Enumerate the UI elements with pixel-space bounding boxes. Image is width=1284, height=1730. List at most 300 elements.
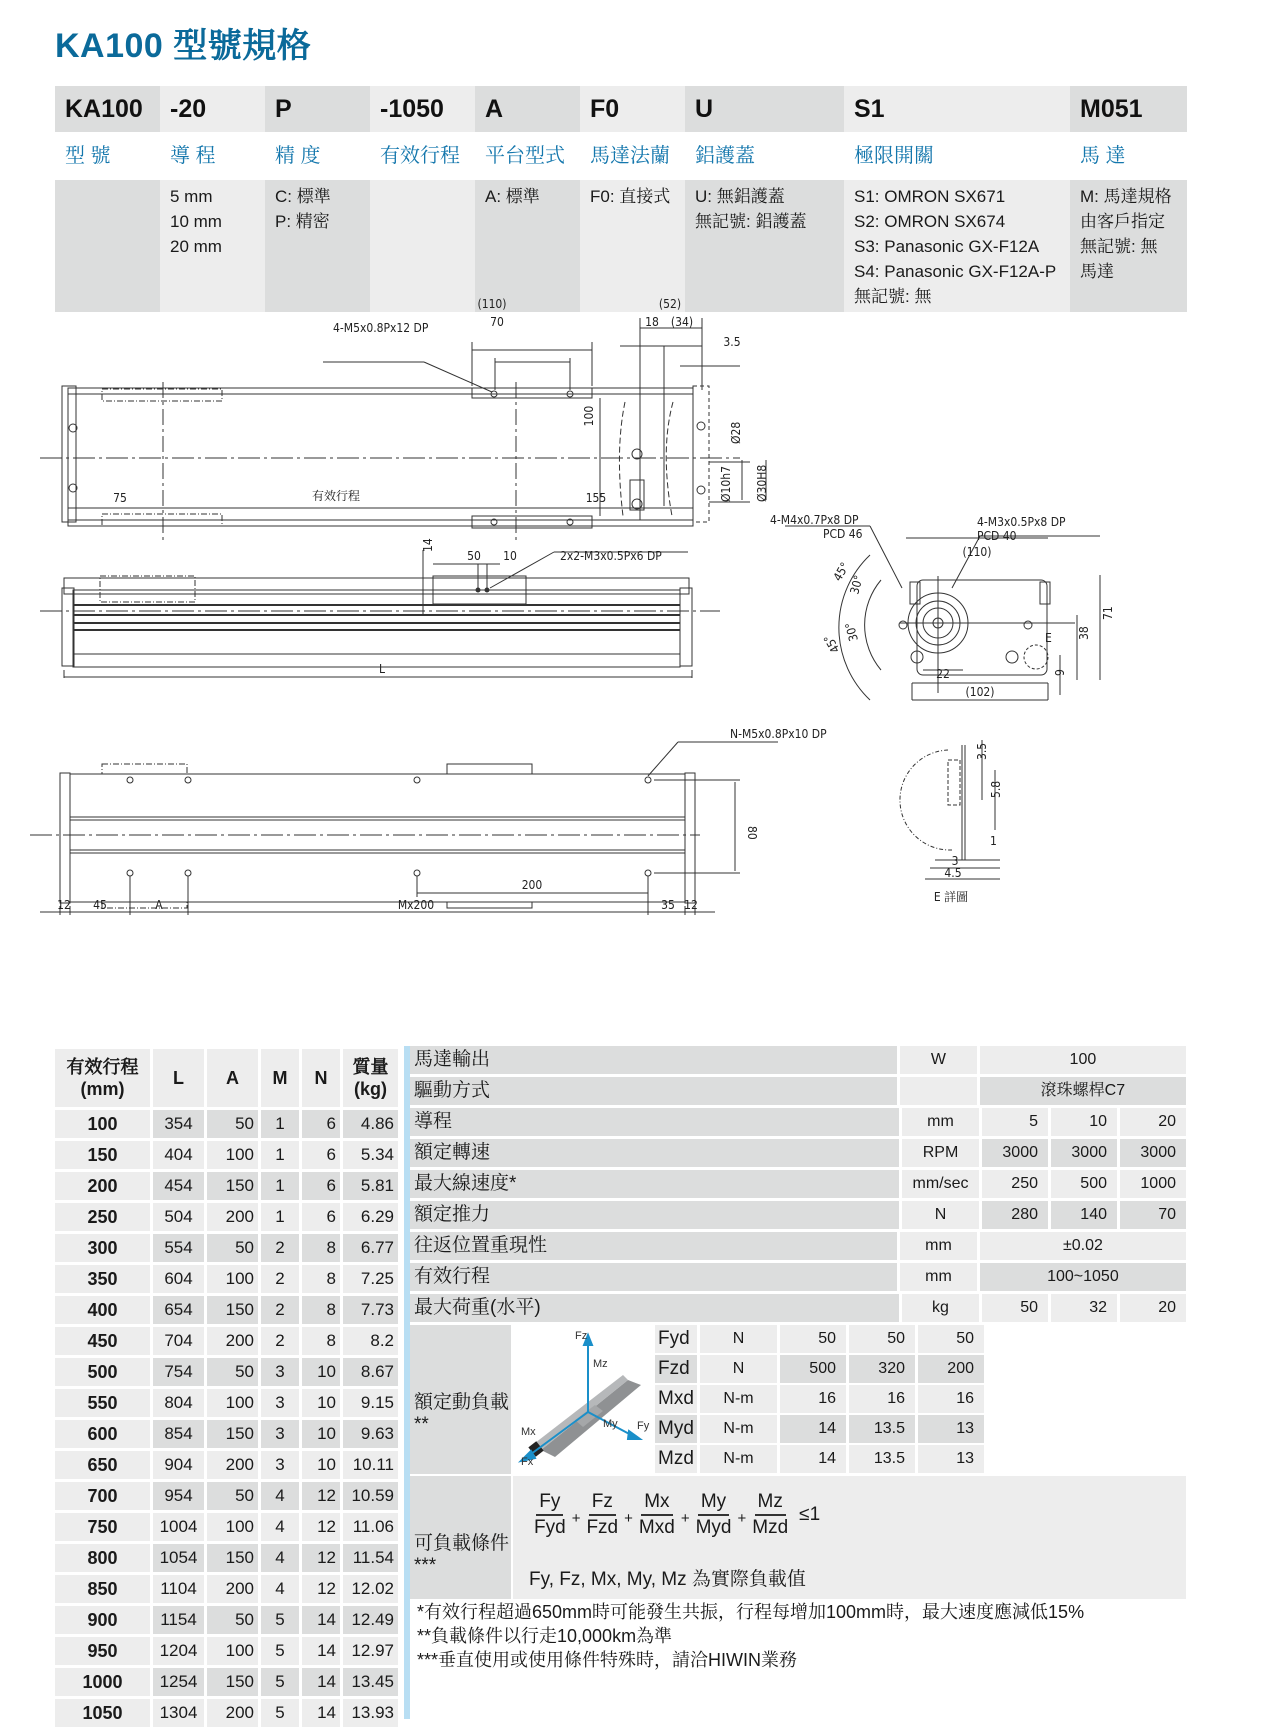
desc-model xyxy=(55,180,160,312)
cell-mass: 4.86 xyxy=(343,1110,398,1138)
cell-L: 654 xyxy=(153,1296,204,1324)
axis-my: My xyxy=(603,1418,618,1430)
load-condition-label: 可負載條件*** xyxy=(410,1476,511,1599)
table-row xyxy=(55,1544,398,1572)
desc-line: S3: Panasonic GX-F12A xyxy=(854,237,1040,256)
desc-table-type xyxy=(475,180,580,312)
cell-mass: 10.11 xyxy=(343,1451,398,1479)
spec-unit: mm xyxy=(900,1263,977,1291)
dim-top-10h7: Ø10h7 xyxy=(719,466,733,502)
cell-L: 804 xyxy=(153,1389,204,1417)
cell-stroke: 400 xyxy=(55,1296,150,1324)
dim-side-L: L xyxy=(378,662,386,676)
spec-row xyxy=(410,1139,1186,1167)
dynamic-load-value: 200 xyxy=(918,1355,984,1383)
cell-stroke: 900 xyxy=(55,1606,150,1634)
label-end-E: E xyxy=(1045,631,1052,645)
desc-stroke xyxy=(370,180,475,312)
spec-row xyxy=(410,1201,1186,1229)
code-model: KA100 xyxy=(55,86,160,132)
cell-stroke: 650 xyxy=(55,1451,150,1479)
spec-unit: W xyxy=(900,1046,977,1074)
table-row xyxy=(55,1358,398,1386)
note-end-right-1: 4-M3x0.5Px8 DP xyxy=(977,515,1066,529)
label-precision: 精 度 xyxy=(275,145,321,167)
axis-fy: Fy xyxy=(637,1420,650,1432)
header-N: N xyxy=(302,1049,340,1107)
cell-M: 5 xyxy=(261,1668,299,1696)
dim-top-110: (110) xyxy=(477,297,507,311)
desc-line: S2: OMRON SX674 xyxy=(854,212,1006,231)
table-row xyxy=(55,1203,398,1231)
desc-line: A: 標準 xyxy=(485,187,540,206)
cell-A: 100 xyxy=(207,1637,258,1665)
dim-end-71: 71 xyxy=(1101,606,1115,620)
desc-line: 由客戶指定 xyxy=(1080,212,1165,231)
dynamic-load-row xyxy=(655,1415,984,1443)
spec-unit: N xyxy=(902,1201,979,1229)
cell-A: 100 xyxy=(207,1513,258,1541)
spec-row xyxy=(410,1232,1186,1260)
header-mass-unit: (kg) xyxy=(354,1079,387,1099)
dynamic-load-value: 13 xyxy=(918,1415,984,1443)
cell-L: 1054 xyxy=(153,1544,204,1572)
dim-detail-1: 1 xyxy=(990,834,997,848)
cell-A: 200 xyxy=(207,1575,258,1603)
header-mass-label: 質量 xyxy=(352,1057,389,1077)
spec-value: 3000 xyxy=(982,1139,1048,1167)
cell-N: 8 xyxy=(302,1296,340,1324)
dynamic-load-value: 13.5 xyxy=(849,1415,915,1443)
spec-value: 280 xyxy=(982,1201,1048,1229)
cell-M: 2 xyxy=(261,1265,299,1293)
desc-line: C: 標準 xyxy=(275,187,331,206)
cell-M: 1 xyxy=(261,1141,299,1169)
dim-side-14: 14 xyxy=(421,538,435,552)
table-row xyxy=(55,1296,398,1324)
spec-value: 3000 xyxy=(1051,1139,1117,1167)
stroke-table-body xyxy=(55,1110,398,1727)
spec-name: 額定推力 xyxy=(410,1201,899,1229)
model-desc-row xyxy=(55,180,1187,312)
cell-M: 4 xyxy=(261,1575,299,1603)
dynamic-load-block xyxy=(410,1325,1186,1474)
table-row xyxy=(55,1265,398,1293)
cell-mass: 6.77 xyxy=(343,1234,398,1262)
cell-N: 12 xyxy=(302,1544,340,1572)
dim-end-22: 22 xyxy=(936,667,950,681)
cell-M: 1 xyxy=(261,1203,299,1231)
cell-N: 12 xyxy=(302,1575,340,1603)
plus-sign: + xyxy=(737,1509,747,1527)
cell-M: 3 xyxy=(261,1389,299,1417)
cell-mass: 10.59 xyxy=(343,1482,398,1510)
cell-N: 10 xyxy=(302,1358,340,1386)
cell-mass: 12.49 xyxy=(343,1606,398,1634)
cell-mass: 12.02 xyxy=(343,1575,398,1603)
cell-mass: 13.45 xyxy=(343,1668,398,1696)
header-L: L xyxy=(153,1049,204,1107)
dim-end-9: 9 xyxy=(1053,669,1067,676)
desc-precision xyxy=(265,180,370,312)
cell-N: 8 xyxy=(302,1327,340,1355)
cell-stroke: 800 xyxy=(55,1544,150,1572)
cell-M: 5 xyxy=(261,1637,299,1665)
cell-N: 8 xyxy=(302,1234,340,1262)
label-lead: 導 程 xyxy=(170,145,216,167)
cell-L: 1254 xyxy=(153,1668,204,1696)
code-lead: -20 xyxy=(160,86,265,132)
dim-end-30a: 30° xyxy=(847,573,866,596)
cell-stroke: 300 xyxy=(55,1234,150,1262)
note-end-left-2: PCD 46 xyxy=(823,527,863,541)
cell-A: 50 xyxy=(207,1358,258,1386)
cell-N: 6 xyxy=(302,1203,340,1231)
cell-stroke: 850 xyxy=(55,1575,150,1603)
dim-top-30h8: Ø30H8 xyxy=(755,464,769,502)
cell-mass: 9.63 xyxy=(343,1420,398,1448)
cell-N: 6 xyxy=(302,1172,340,1200)
dynamic-load-label: 額定動負載** xyxy=(410,1325,511,1474)
desc-lead xyxy=(160,180,265,312)
spec-row xyxy=(410,1046,1186,1074)
header-A: A xyxy=(207,1049,258,1107)
cell-M: 4 xyxy=(261,1513,299,1541)
cell-stroke: 1000 xyxy=(55,1668,150,1696)
desc-line: U: 無鋁護蓋 xyxy=(695,187,785,206)
dynamic-load-unit: N xyxy=(700,1325,777,1353)
spec-unit: kg xyxy=(902,1294,979,1322)
spec-unit xyxy=(900,1077,977,1105)
cell-M: 2 xyxy=(261,1296,299,1324)
cell-L: 904 xyxy=(153,1451,204,1479)
spec-value: 10 xyxy=(1051,1108,1117,1136)
dynamic-load-value: 50 xyxy=(780,1325,846,1353)
spec-value: 1000 xyxy=(1120,1170,1186,1198)
cell-N: 6 xyxy=(302,1110,340,1138)
plus-sign: + xyxy=(571,1509,581,1527)
cell-A: 200 xyxy=(207,1327,258,1355)
dynamic-load-value: 50 xyxy=(918,1325,984,1353)
dim-bottom-A: A xyxy=(155,898,163,912)
code-flange: F0 xyxy=(580,86,685,132)
cell-mass: 7.73 xyxy=(343,1296,398,1324)
header-stroke-unit: (mm) xyxy=(80,1079,125,1099)
model-label-row xyxy=(55,132,1187,180)
dynamic-load-value: 13 xyxy=(918,1445,984,1473)
axis-mz: Mz xyxy=(593,1358,608,1370)
cell-mass: 9.15 xyxy=(343,1389,398,1417)
load-formula xyxy=(529,1490,820,1540)
fraction-numerator: Fz xyxy=(589,1490,616,1516)
cell-L: 1304 xyxy=(153,1699,204,1727)
cell-M: 2 xyxy=(261,1327,299,1355)
dim-top-75: 75 xyxy=(113,491,127,505)
cell-N: 6 xyxy=(302,1141,340,1169)
axis-mx: Mx xyxy=(521,1426,536,1438)
table-row xyxy=(55,1110,398,1138)
cell-L: 954 xyxy=(153,1482,204,1510)
cell-A: 100 xyxy=(207,1141,258,1169)
spec-value: 500 xyxy=(1051,1170,1117,1198)
footnote: ***垂直使用或使用條件特殊時，請洽HIWIN業務 xyxy=(417,1650,798,1670)
plus-sign: + xyxy=(624,1509,633,1527)
cell-N: 10 xyxy=(302,1420,340,1448)
cell-M: 1 xyxy=(261,1110,299,1138)
cell-N: 10 xyxy=(302,1389,340,1417)
dynamic-load-unit: N-m xyxy=(700,1385,777,1413)
cell-L: 354 xyxy=(153,1110,204,1138)
cell-N: 8 xyxy=(302,1265,340,1293)
table-row xyxy=(55,1513,398,1541)
dim-end-38: 38 xyxy=(1077,626,1091,640)
cell-mass: 12.97 xyxy=(343,1637,398,1665)
desc-line: 10 mm xyxy=(170,212,222,231)
cell-L: 454 xyxy=(153,1172,204,1200)
dynamic-load-unit: N xyxy=(700,1355,777,1383)
cell-L: 604 xyxy=(153,1265,204,1293)
formula-fraction xyxy=(636,1490,678,1540)
dim-end-45b: 45° xyxy=(820,631,843,656)
table-row xyxy=(55,1420,398,1448)
table-row xyxy=(55,1606,398,1634)
note-side-holes: 2x2-M3x0.5Px6 DP xyxy=(560,549,662,563)
cell-A: 50 xyxy=(207,1234,258,1262)
table-row xyxy=(55,1668,398,1696)
dynamic-load-value: 16 xyxy=(918,1385,984,1413)
dim-top-stroke: 有效行程 xyxy=(311,489,361,503)
cell-L: 1154 xyxy=(153,1606,204,1634)
cell-mass: 8.67 xyxy=(343,1358,398,1386)
desc-line: 無記號: 無 xyxy=(854,287,932,306)
dim-top-3-5: 3.5 xyxy=(723,335,741,349)
dim-end-45a: 45° xyxy=(830,559,853,584)
axis-fz: Fz xyxy=(575,1330,588,1342)
cell-A: 200 xyxy=(207,1203,258,1231)
label-switch: 極限開關 xyxy=(854,145,934,167)
code-switch: S1 xyxy=(844,86,1070,132)
cell-mass: 8.2 xyxy=(343,1327,398,1355)
cell-A: 150 xyxy=(207,1544,258,1572)
spec-name: 馬達輸出 xyxy=(410,1046,897,1074)
dynamic-load-name: Fyd xyxy=(655,1325,697,1353)
code-table-type: A xyxy=(475,86,580,132)
dim-bottom-45: 45 xyxy=(93,898,107,912)
table-row xyxy=(55,1637,398,1665)
cell-stroke: 1050 xyxy=(55,1699,150,1727)
dynamic-load-value: 14 xyxy=(780,1415,846,1443)
header-stroke-label: 有效行程 xyxy=(66,1057,139,1077)
cell-stroke: 750 xyxy=(55,1513,150,1541)
cell-stroke: 250 xyxy=(55,1203,150,1231)
cell-stroke: 100 xyxy=(55,1110,150,1138)
cell-L: 854 xyxy=(153,1420,204,1448)
cell-M: 4 xyxy=(261,1482,299,1510)
spec-value: 140 xyxy=(1051,1201,1117,1229)
cell-stroke: 200 xyxy=(55,1172,150,1200)
dynamic-load-row xyxy=(655,1355,984,1383)
spec-value: ±0.02 xyxy=(980,1232,1186,1260)
cell-stroke: 950 xyxy=(55,1637,150,1665)
spec-row xyxy=(410,1108,1186,1136)
dim-bottom-12a: 12 xyxy=(57,898,71,912)
cell-stroke: 550 xyxy=(55,1389,150,1417)
dim-side-50: 50 xyxy=(467,549,481,563)
dynamic-load-row xyxy=(655,1445,984,1473)
desc-flange xyxy=(580,180,685,312)
cell-N: 14 xyxy=(302,1668,340,1696)
cell-N: 14 xyxy=(302,1699,340,1727)
spec-value: 滾珠螺桿C7 xyxy=(980,1077,1186,1105)
table-row xyxy=(55,1451,398,1479)
detail-e-caption: E 詳圖 xyxy=(933,890,969,904)
header-stroke xyxy=(55,1049,150,1107)
table-row xyxy=(55,1482,398,1510)
axis-fx: Fx xyxy=(521,1456,534,1468)
stroke-table-header xyxy=(55,1049,398,1107)
cell-mass: 5.34 xyxy=(343,1141,398,1169)
spec-name: 額定轉速 xyxy=(410,1139,899,1167)
dim-bottom-200: 200 xyxy=(521,878,543,892)
fraction-numerator: Mx xyxy=(641,1490,672,1516)
dim-top-100: 100 xyxy=(582,405,596,427)
cell-N: 14 xyxy=(302,1606,340,1634)
cell-L: 554 xyxy=(153,1234,204,1262)
spec-name: 驅動方式 xyxy=(410,1077,897,1105)
table-row xyxy=(55,1575,398,1603)
spec-value: 3000 xyxy=(1120,1139,1186,1167)
dim-top-155: 155 xyxy=(585,491,607,505)
formula-fraction xyxy=(583,1490,621,1540)
cell-stroke: 600 xyxy=(55,1420,150,1448)
cell-L: 504 xyxy=(153,1203,204,1231)
cell-M: 3 xyxy=(261,1420,299,1448)
desc-line: 5 mm xyxy=(170,187,213,206)
dynamic-load-unit: N-m xyxy=(700,1415,777,1443)
cell-M: 4 xyxy=(261,1544,299,1572)
footnote: *有效行程超過650mm時可能發生共振，行程每增加100mm時，最大速度應減低15% xyxy=(417,1602,1085,1622)
code-cover: U xyxy=(685,86,844,132)
label-table-type: 平台型式 xyxy=(485,145,565,167)
label-stroke: 有效行程 xyxy=(380,145,460,167)
dim-end-102: (102) xyxy=(965,685,995,699)
cell-N: 14 xyxy=(302,1637,340,1665)
dynamic-load-value: 16 xyxy=(849,1385,915,1413)
spec-row xyxy=(410,1170,1186,1198)
fraction-denominator: Myd xyxy=(695,1517,732,1538)
dynamic-load-name: Fzd xyxy=(655,1355,697,1383)
cell-A: 100 xyxy=(207,1265,258,1293)
fraction-denominator: Fzd xyxy=(586,1517,619,1538)
cell-A: 200 xyxy=(207,1699,258,1727)
dynamic-load-row xyxy=(655,1385,984,1413)
model-code-row xyxy=(55,86,1187,132)
cell-N: 10 xyxy=(302,1451,340,1479)
table-row xyxy=(55,1699,398,1727)
spec-value: 5 xyxy=(982,1108,1048,1136)
desc-line: S1: OMRON SX671 xyxy=(854,187,1006,206)
cell-A: 100 xyxy=(207,1389,258,1417)
plus-sign: + xyxy=(680,1509,690,1527)
cell-A: 50 xyxy=(207,1482,258,1510)
cell-stroke: 150 xyxy=(55,1141,150,1169)
cell-mass: 11.54 xyxy=(343,1544,398,1572)
technical-drawing xyxy=(40,297,1240,1020)
desc-line: S4: Panasonic GX-F12A-P xyxy=(854,262,1057,281)
dynamic-load-value: 320 xyxy=(849,1355,915,1383)
cell-L: 1004 xyxy=(153,1513,204,1541)
table-row xyxy=(55,1234,398,1262)
dim-top-70: 70 xyxy=(490,315,504,329)
label-motor: 馬 達 xyxy=(1080,145,1126,167)
spec-row xyxy=(410,1077,1186,1105)
model-code-table xyxy=(55,86,1187,312)
dynamic-load-name: Myd xyxy=(655,1415,697,1443)
fraction-numerator: My xyxy=(698,1490,729,1516)
drawing-svg xyxy=(40,297,1240,1020)
table-row xyxy=(55,1389,398,1417)
spec-unit: mm xyxy=(900,1232,977,1260)
load-condition-block xyxy=(410,1476,1186,1599)
note-end-left-1: 4-M4x0.7Px8 DP xyxy=(770,513,859,527)
bottom-view xyxy=(30,742,778,915)
dim-bottom-Mx200: Mx200 xyxy=(397,898,435,912)
spec-value: 100~1050 xyxy=(980,1263,1186,1291)
cell-M: 1 xyxy=(261,1172,299,1200)
dim-bottom-12b: 12 xyxy=(684,898,698,912)
cell-stroke: 500 xyxy=(55,1358,150,1386)
cell-L: 1104 xyxy=(153,1575,204,1603)
cell-A: 150 xyxy=(207,1172,258,1200)
cell-A: 150 xyxy=(207,1420,258,1448)
cell-mass: 13.93 xyxy=(343,1699,398,1727)
cell-mass: 5.81 xyxy=(343,1172,398,1200)
label-flange: 馬達法蘭 xyxy=(590,145,670,167)
header-M: M xyxy=(261,1049,299,1107)
spec-unit: mm xyxy=(902,1108,979,1136)
code-stroke: -1050 xyxy=(370,86,475,132)
desc-line: 20 mm xyxy=(170,237,222,256)
footnote: **負載條件以行走10,000km為準 xyxy=(417,1626,673,1646)
spec-value: 32 xyxy=(1051,1294,1117,1322)
spec-unit: mm/sec xyxy=(902,1170,979,1198)
table-row xyxy=(55,1327,398,1355)
dim-top-52: (52) xyxy=(658,297,682,311)
side-view xyxy=(40,550,720,678)
fraction-denominator: Mxd xyxy=(638,1517,675,1538)
cell-stroke: 700 xyxy=(55,1482,150,1510)
dim-bottom-80: 80 xyxy=(745,826,759,840)
cell-M: 5 xyxy=(261,1699,299,1727)
dynamic-load-value: 14 xyxy=(780,1445,846,1473)
label-model: 型 號 xyxy=(65,145,111,167)
note-bottom-holes: N-M5x0.8Px10 DP xyxy=(730,727,827,741)
cell-M: 3 xyxy=(261,1358,299,1386)
table-row xyxy=(55,1172,398,1200)
spec-value: 70 xyxy=(1120,1201,1186,1229)
dim-top-18: 18 xyxy=(645,315,659,329)
fraction-denominator: Fyd xyxy=(534,1517,566,1538)
label-cover: 鋁護蓋 xyxy=(695,145,755,167)
cell-L: 404 xyxy=(153,1141,204,1169)
dynamic-load-value: 50 xyxy=(849,1325,915,1353)
desc-line: 無記號: 鋁護蓋 xyxy=(695,212,807,231)
dim-detail-3: 3 xyxy=(951,854,959,868)
fraction-denominator: Mzd xyxy=(752,1517,789,1538)
dim-detail-4-5: 4.5 xyxy=(944,866,962,880)
footnotes xyxy=(417,1600,1084,1672)
spec-unit: RPM xyxy=(902,1139,979,1167)
